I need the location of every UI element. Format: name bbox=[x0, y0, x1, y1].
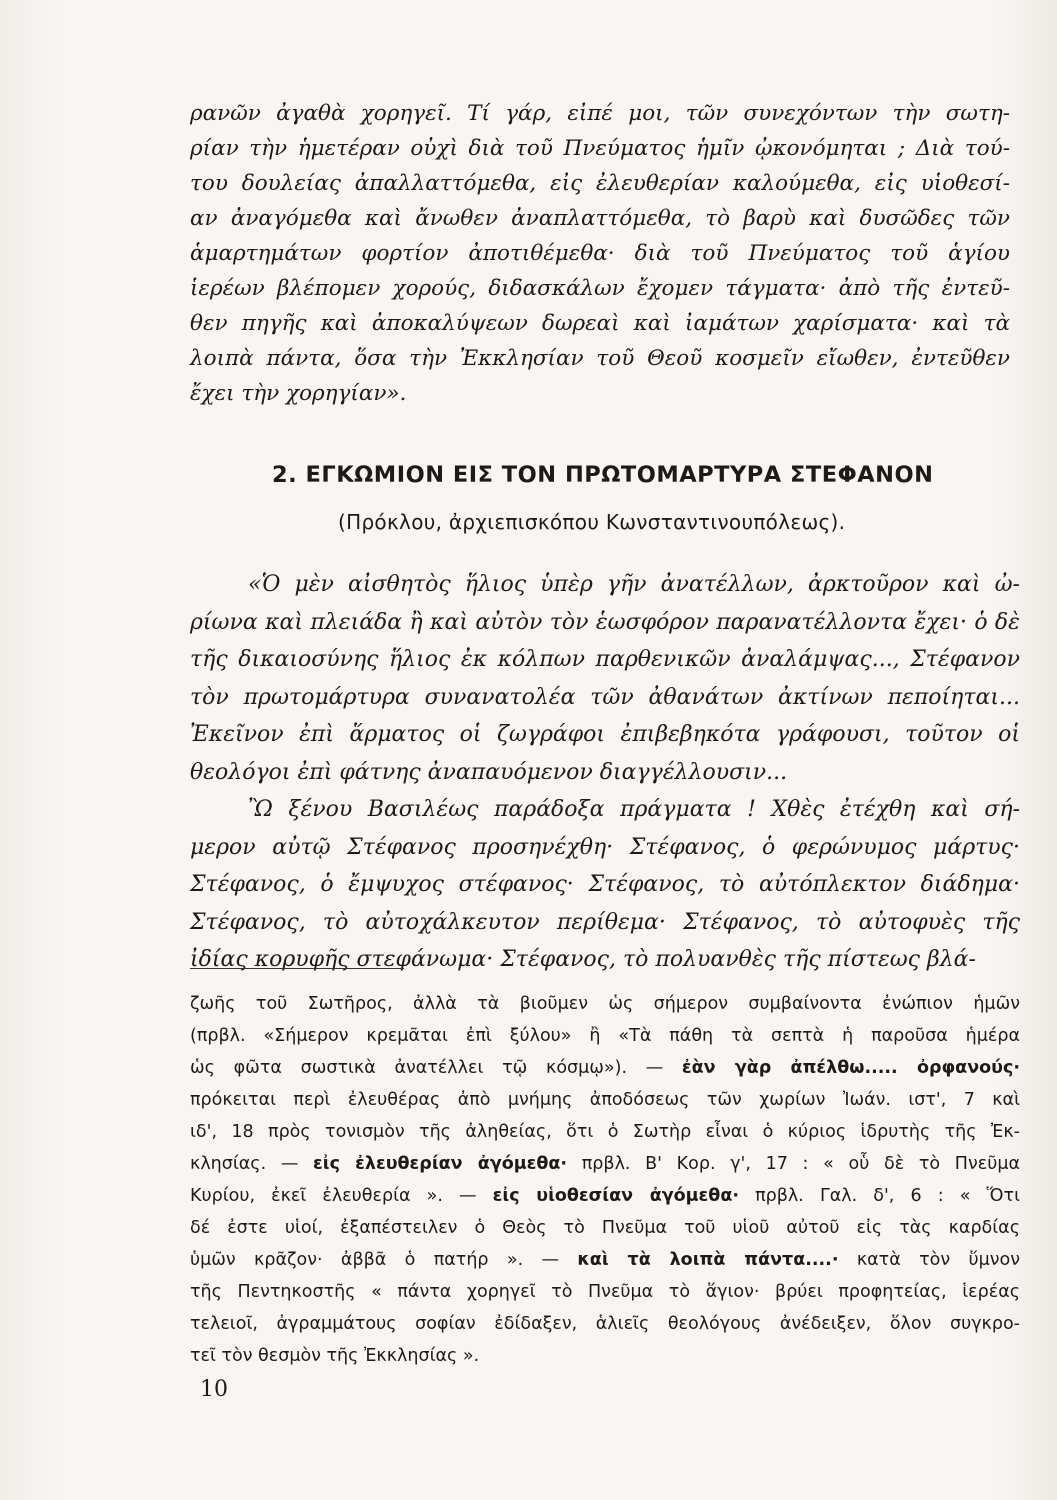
text-line: τὸν πρωτομάρτυρα συνανατολέα τῶν ἀθανάτων ἀκτίνων πεποίηται... bbox=[190, 684, 1020, 710]
text-line: του δουλείας ἀπαλλαττόμεθα, εἰς ἐλευθερίαν καλούμεθα, εἰς υἱοθεσί- bbox=[190, 171, 1010, 196]
text-line: ἱερέων βλέπομεν χορούς, διδασκάλων ἔχομεν τάγματα· ἀπὸ τῆς ἐντεῦ- bbox=[190, 276, 1010, 301]
text-line: λοιπὰ πάντα, ὅσα τὴν Ἐκκλησίαν τοῦ Θεοῦ κοσμεῖν εἴωθεν, ἐντεῦθεν bbox=[190, 346, 1010, 371]
footnote-line bbox=[190, 1052, 1020, 1084]
footnote-text: πρβλ. Γαλ. δ', 6 : « Ὅτι bbox=[739, 1186, 1020, 1206]
text-line: «Ὁ μὲν αἰσθητὸς ἥλιος ὑπὲρ γῆν ἀνατέλλων, ἀρκτοῦρον καὶ ὠ- bbox=[248, 572, 1020, 597]
footnote-text: κατὰ τὸν ὕμνον bbox=[838, 1250, 1020, 1270]
text-line: Στέφανος, ὁ ἔμψυχος στέφανος· Στέφανος, τὸ αὐτόπλεκτον διάδημα· bbox=[190, 872, 1020, 897]
footnote-line bbox=[190, 1308, 1020, 1340]
text-line: τῆς δικαιοσύνης ἥλιος ἐκ κόλπων παρθενικῶν ἀναλάμψας..., Στέφανον bbox=[190, 647, 1020, 672]
main-text-block bbox=[190, 96, 1010, 411]
footnote-text: ζωῆς τοῦ Σωτῆρος, ἀλλὰ τὰ βιοῦμεν ὡς σήμερον συμβαίνοντα ἐνώπιον ἡμῶν bbox=[190, 994, 1020, 1014]
text-line: ἔχει τὴν χορηγίαν». bbox=[190, 381, 407, 406]
footnote-text: πρβλ. Β' Κορ. γ', 17 : « οὗ δὲ τὸ Πνεῦμα bbox=[567, 1154, 1020, 1174]
section-heading: 2. ΕΓΚΩΜΙΟΝ ΕΙΣ ΤΟΝ ΠΡΩΤΟΜΑΡΤΥΡΑ ΣΤΕΦΑΝΟΝ bbox=[272, 462, 934, 488]
footnote-line bbox=[190, 1148, 1020, 1180]
text-line: ρίωνα καὶ πλειάδα ἢ καὶ αὐτὸν τὸν ἑωσφόρον παρανατέλλοντα ἔχει· ὁ δὲ bbox=[190, 609, 1020, 635]
footnote-text: τῆς Πεντηκοστῆς « πάντα χορηγεῖ τὸ Πνεῦμα τὸ ἅγιον· βρύει προφητείας, ἱερέας bbox=[190, 1282, 1020, 1302]
footnote-text: πρόκειται περὶ ἐλευθέρας ἀπὸ μνήμης ἀποδόσεως τῶν χωρίων Ἰωάν. ιστ', 7 καὶ bbox=[190, 1090, 1020, 1110]
text-line: Στέφανος, τὸ αὐτοχάλκευτον περίθεμα· Στέφανος, τὸ αὐτοφυὲς τῆς bbox=[190, 909, 1020, 935]
footnote-rule bbox=[190, 968, 404, 969]
footnote-line bbox=[190, 1180, 1020, 1212]
footnotes-block bbox=[190, 988, 1020, 1372]
footnote-text: ὡς φῶτα σωστικὰ ἀνατέλλει τῷ κόσμῳ»). — bbox=[190, 1058, 682, 1078]
footnote-text: κλησίας. — bbox=[190, 1154, 314, 1174]
text-line: μερον αὐτῷ Στέφανος προσηνέχθη· Στέφανος, ὁ φερώνυμος μάρτυς· bbox=[190, 834, 1020, 860]
footnote-text: τελειοῖ, ἀγραμμάτους σοφίαν ἐδίδαξεν, ἁλιεῖς θεολόγους ἀνέδειξεν, ὅλον συγκρο- bbox=[190, 1314, 1020, 1334]
text-line: θεν πηγῆς καὶ ἀποκαλύψεων δωρεαὶ καὶ ἰαμάτων χαρίσματα· καὶ τὰ bbox=[190, 311, 1010, 336]
page-number: 10 bbox=[200, 1377, 228, 1402]
text-line: ἰδίας κορυφῆς στεφάνωμα· Στέφανος, τὸ πολυανθὲς τῆς πίστεως βλά- bbox=[190, 947, 976, 972]
footnote-lemma: ἐὰν γὰρ ἀπέλθω..... ὀρφανούς· bbox=[681, 1058, 1020, 1078]
footnote-line bbox=[190, 988, 1020, 1020]
footnote-line bbox=[190, 1340, 1020, 1372]
footnote-text: Κυρίου, ἐκεῖ ἐλευθερία ». — bbox=[190, 1186, 493, 1206]
footnote-text: τεῖ τὸν θεσμὸν τῆς Ἐκκλησίας ». bbox=[190, 1346, 480, 1366]
text-line: Ἐκεῖνον ἐπὶ ἅρματος οἱ ζωγράφοι ἐπιβεβηκότα γράφουσι, τοῦτον οἱ bbox=[190, 722, 1020, 747]
text-line: ρίαν τὴν ἡμετέραν οὐχὶ διὰ τοῦ Πνεύματος ἡμῖν ᾠκονόμηται ; Διὰ τού- bbox=[190, 136, 1010, 161]
footnote-text: ιδ', 18 πρὸς τονισμὸν τῆς ἀληθείας, ὅτι ὁ Σωτὴρ εἶναι ὁ κύριος ἱδρυτὴς τῆς Ἐκ- bbox=[190, 1122, 1020, 1142]
text-line: Ὢ ξένου Βασιλέως παράδοξα πράγματα ! Χθὲς ἐτέχθη καὶ σή- bbox=[248, 797, 1020, 822]
footnote-line bbox=[190, 1276, 1020, 1308]
footnote-lemma: εἰς ἐλευθερίαν ἀγόμεθα· bbox=[313, 1154, 568, 1174]
encomium-text-block bbox=[190, 566, 1020, 979]
text-line: θεολόγοι ἐπὶ φάτνης ἀναπαυόμενον διαγγέλλουσιν... bbox=[190, 759, 788, 785]
footnote-text: δέ ἐστε υἱοί, ἐξαπέστειλεν ὁ Θεὸς τὸ Πνεῦμα τοῦ υἱοῦ αὐτοῦ εἰς τὰς καρδίας bbox=[190, 1218, 1020, 1238]
text-line: αν ἀναγόμεθα καὶ ἄνωθεν ἀναπλαττόμεθα, τὸ βαρὺ καὶ δυσῶδες τῶν bbox=[190, 206, 1010, 231]
text-line: ἁμαρτημάτων φορτίον ἀποτιθέμεθα· διὰ τοῦ Πνεύματος τοῦ ἁγίου bbox=[190, 241, 1010, 266]
footnote-line bbox=[190, 1116, 1020, 1148]
text-line: ρανῶν ἀγαθὰ χορηγεῖ. Τί γάρ, εἰπέ μοι, τῶν συνεχόντων τὴν σωτη- bbox=[190, 101, 1010, 126]
section-subheading: (Πρόκλου, ἀρχιεπισκόπου Κωνσταντινουπόλεως). bbox=[338, 510, 846, 534]
footnote-line bbox=[190, 1212, 1020, 1244]
footnote-line bbox=[190, 1244, 1020, 1276]
footnote-text: ὑμῶν κρᾶζον· ἀββᾶ ὁ πατήρ ». — bbox=[190, 1250, 578, 1270]
footnote-text: (πρβλ. «Σήμερον κρεμᾶται ἐπὶ ξύλου» ἢ «Τὰ πάθη τὰ σεπτὰ ἡ παροῦσα ἡμέρα bbox=[190, 1026, 1020, 1046]
footnote-lemma: καὶ τὰ λοιπὰ πάντα....· bbox=[577, 1250, 839, 1270]
footnote-lemma: εἰς υἱοθεσίαν ἀγόμεθα· bbox=[492, 1186, 739, 1206]
footnote-line bbox=[190, 1020, 1020, 1052]
footnote-line bbox=[190, 1084, 1020, 1116]
